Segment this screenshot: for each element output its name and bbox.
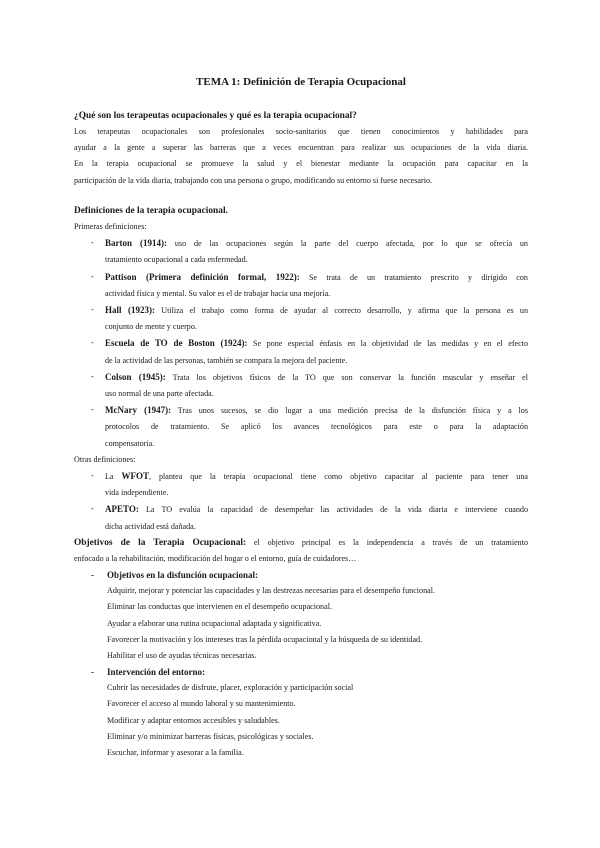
definition-text: actividad física y mental. Su valor es el de trabajar hacia una mejoría. xyxy=(105,288,331,298)
objectives-group-title: Intervención del entorno: xyxy=(107,667,205,678)
intro-line: ayudar a la gente a superar las barreras que a veces encuentran para realizar sus ocupaciones de la vida diaria. xyxy=(74,143,528,153)
definition-term: Barton (1914): xyxy=(105,238,168,249)
definition-item: - McNary (1947): Tras unos sucesos, se dio lugar a una medición precisa de la disfunción física y a los protocolos de tratamiento. Se aplicó los avances tecnológicos para este o para la adaptación compensatoria. xyxy=(74,402,528,452)
definition-term: APETO: xyxy=(105,504,139,515)
objectives-section xyxy=(74,535,528,761)
definition-item: - Pattison (Primera definición formal, 1922): Se trata de un tratamiento prescrito y dirigido con actividad física y mental. Su valor es el de trabajar hacia una mejoría. xyxy=(74,269,528,302)
definition-prefix: La xyxy=(105,472,114,482)
objectives-group: - Intervención del entorno: xyxy=(74,664,528,680)
intro-line: Los terapeutas ocupacionales son profesionales socio-sanitarios que tienen conocimientos y habilidades para xyxy=(74,127,528,136)
definition-item: - Hall (1923): Utiliza el trabajo como forma de ayudar al correcto desarrollo, y afirma que la persona es un conjunto de mente y cuerpo. xyxy=(74,302,528,335)
list-item: Modificar y adaptar entornos accesibles y saludables. xyxy=(107,715,280,725)
definition-term: Colson (1945): xyxy=(105,371,166,382)
definition-text: de la actividad de las personas, también se compara la mejora del paciente. xyxy=(105,355,348,365)
list-item: Ayudar a elaborar una rutina ocupacional adaptada y significativa. xyxy=(107,618,322,628)
definitions-section xyxy=(74,203,528,535)
definition-term: WFOT xyxy=(121,471,149,482)
definition-item: - La WFOT, plantea que la terapia ocupacional tiene como objetivo capacitar al paciente para tener una vida independiente. xyxy=(74,468,528,501)
definition-term: Escuela de TO de Boston (1924): xyxy=(105,338,248,349)
definition-text: , plantea que la terapia ocupacional tiene como objetivo capacitar al paciente para tener una xyxy=(149,472,528,482)
list-item: Adquirir, mejorar y potenciar las capacidades y las destrezas necesarias para el desempeño funcional. xyxy=(107,586,436,596)
objectives-group-title: Objetivos en la disfunción ocupacional: xyxy=(107,570,259,581)
definition-text: vida independiente. xyxy=(105,488,169,498)
definition-item: - APETO: La TO evalúa la capacidad de desempeñar las actividades de la vida diaria e interviene cuando dicha actividad está dañada. xyxy=(74,501,528,534)
definition-text: tratamiento ocupacional a cada enfermedad. xyxy=(105,255,248,265)
definition-text: conjunto de mente y cuerpo. xyxy=(105,322,197,332)
definition-text: Trata los objetivos físicos de la TO que son conservar la función muscular y enseñar el xyxy=(172,372,529,382)
definitions-heading: Definiciones de la terapia ocupacional. xyxy=(74,206,228,216)
intro-line: participación de la vida diaria, trabajando con una persona o grupo, modificando su entorno si fuese necesario. xyxy=(74,175,433,185)
definition-term: Hall (1923): xyxy=(105,305,155,316)
definition-item: - Escuela de TO de Boston (1924): Se pone especial énfasis en la objetividad de las medidas y en el efecto de la actividad de las personas, también se compara la mejora del paciente. xyxy=(74,335,528,368)
objectives-heading: Objetivos de la Terapia Ocupacional: xyxy=(74,538,247,548)
objectives-group-items xyxy=(74,583,528,664)
list-item: Eliminar las conductas que intervienen en el desempeño ocupacional. xyxy=(107,602,332,612)
objectives-text: enfocado a la rehabilitación, modificación del hogar o el entorno, guía de cuidadores… xyxy=(74,554,357,563)
objectives-text: el objetivo principal es la independencia a través de un tratamiento xyxy=(253,538,529,547)
list-item: Escuchar, informar y asesorar a la familia. xyxy=(107,748,244,758)
definition-text: dicha actividad está dañada. xyxy=(105,521,196,531)
definition-item: - Barton (1914): uso de las ocupaciones según la parte del cuerpo afectada, por lo que se ofrecía un tratamiento ocupacional a cada enfermedad. xyxy=(74,235,528,268)
definition-text: Se pone especial énfasis en la objetividad de las medidas y en el efecto xyxy=(252,339,528,349)
other-definitions-label: Otras definiciones: xyxy=(74,454,136,464)
definition-text: Se trata de un tratamiento prescrito y dirigido con xyxy=(309,272,528,282)
intro-section xyxy=(74,108,528,189)
intro-heading: ¿Qué son los terapeutas ocupacionales y qué es la terapia ocupacional? xyxy=(74,111,357,121)
definition-text: Utiliza el trabajo como forma de ayudar al correcto desarrollo, y afirma que la persona es un xyxy=(161,306,529,316)
first-definitions-label: Primeras definiciones: xyxy=(74,222,147,231)
page-title: TEMA 1: Definición de Terapia Ocupacional xyxy=(196,76,406,88)
objectives-group-items xyxy=(74,680,528,761)
objectives-group: - Objetivos en la disfunción ocupacional: xyxy=(74,567,528,583)
definition-term: McNary (1947): xyxy=(105,405,172,416)
list-item: Favorecer el acceso al mundo laboral y su mantenimiento. xyxy=(107,699,296,709)
list-item: Cubrir las necesidades de disfrute, placer, exploración y participación social xyxy=(107,683,354,693)
list-item: Favorecer la motivación y los intereses tras la pérdida ocupacional y la búsqueda de su identidad. xyxy=(107,634,423,644)
definition-text: protocolos de tratamiento. Se aplicó los avances tecnológicos para este o para la adaptación xyxy=(105,422,528,432)
definition-text: compensatoria. xyxy=(105,438,155,448)
definition-text: uso de las ocupaciones según la parte del cuerpo afectada, por lo que se ofrecía un xyxy=(174,239,528,249)
definition-item: - Colson (1945): Trata los objetivos físicos de la TO que son conservar la función muscular y enseñar el uso normal de una parte afectada. xyxy=(74,369,528,402)
definition-text: La TO evalúa la capacidad de desempeñar las actividades de la vida diaria e interviene cuando xyxy=(145,505,528,515)
definition-text: Tras unos sucesos, se dio lugar a una medición precisa de la disfunción física y a los xyxy=(177,406,528,416)
definition-term: Pattison (Primera definición formal, 1922): xyxy=(105,271,300,282)
definition-text: uso normal de una parte afectada. xyxy=(105,389,214,399)
intro-line: En la terapia ocupacional se promueve la salud y el bienestar mediante la ocupación para capacitar en la xyxy=(74,159,528,169)
list-item: Eliminar y/o minimizar barreras físicas, psicológicas y sociales. xyxy=(107,731,314,741)
list-item: Habilitar el uso de ayudas técnicas necesarias. xyxy=(107,651,257,661)
